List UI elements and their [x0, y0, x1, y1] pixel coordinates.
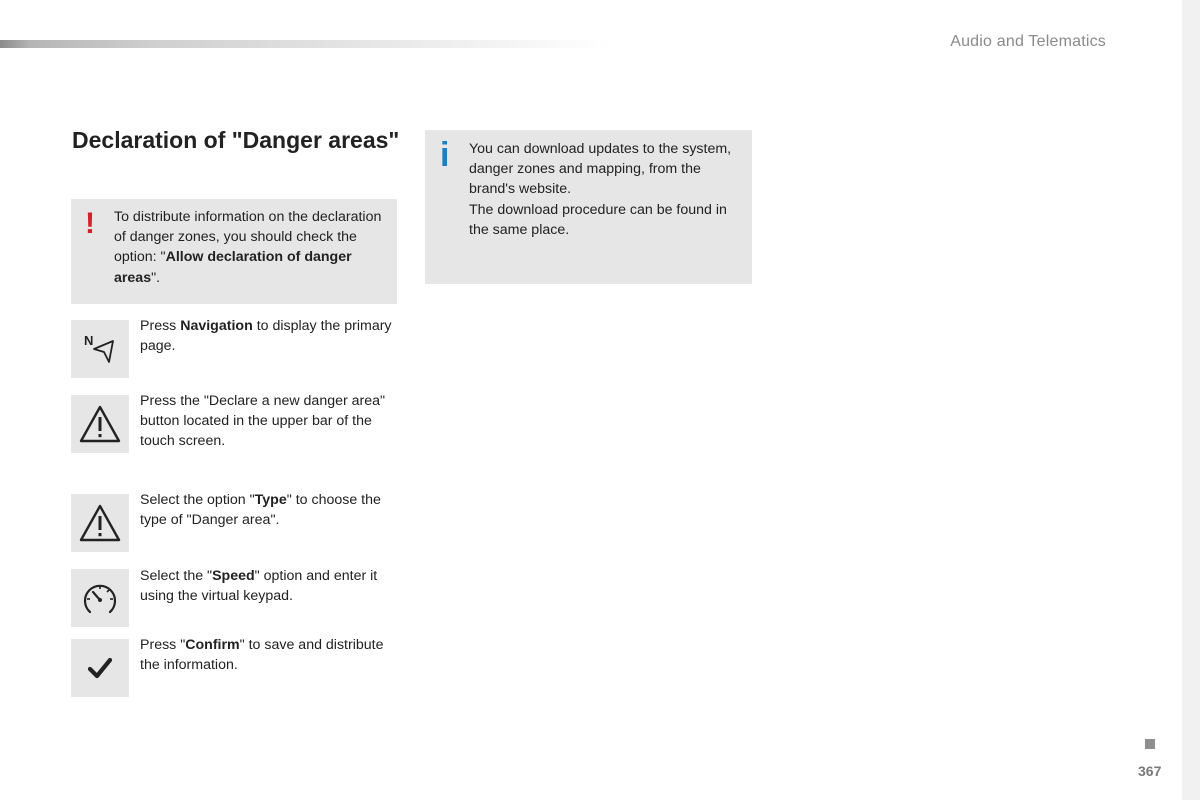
warning-triangle-icon [78, 404, 122, 444]
page-number: 367 [1138, 763, 1162, 779]
section-title: Audio and Telematics [950, 33, 1106, 50]
step-icon-box [71, 569, 129, 627]
step-text: Press Navigation to display the primary page. [140, 318, 392, 355]
step-text: Press the "Declare a new danger area" button located in the upper bar of the touch screen. [140, 393, 386, 450]
warning-note-text: To distribute information on the declaration of danger zones, you should check the option: "Allow declaration of danger areas". [114, 209, 382, 286]
checkmark-icon [82, 650, 118, 686]
navigation-icon-letter: N [84, 333, 94, 348]
header-rule [0, 40, 610, 48]
step-text: Select the option "Type" to choose the type of "Danger area". [140, 492, 381, 529]
step-text: Select the "Speed" option and enter it using the virtual keypad. [140, 568, 378, 605]
info-note [425, 130, 752, 284]
page-edge-band [1182, 0, 1200, 800]
warning-triangle-icon [78, 503, 122, 543]
page-corner-mark [1145, 739, 1155, 749]
exclamation-icon: ! [85, 207, 95, 240]
speedometer-icon [80, 578, 120, 618]
page-title: Declaration of "Danger areas" [72, 127, 400, 153]
info-note-line: The download procedure can be found in the same place. [469, 201, 727, 238]
info-note-line: You can download updates to the system, danger zones and mapping, from the brand's website. [469, 141, 732, 198]
info-icon: i [440, 136, 450, 174]
navigation-icon [80, 329, 120, 369]
info-note-text [469, 139, 744, 240]
step-icon-box [71, 639, 129, 697]
warning-note [71, 199, 397, 304]
step-icon-box [71, 320, 129, 378]
step-text: Press "Confirm" to save and distribute the information. [140, 637, 384, 674]
step-icon-box [71, 494, 129, 552]
step-icon-box [71, 395, 129, 453]
